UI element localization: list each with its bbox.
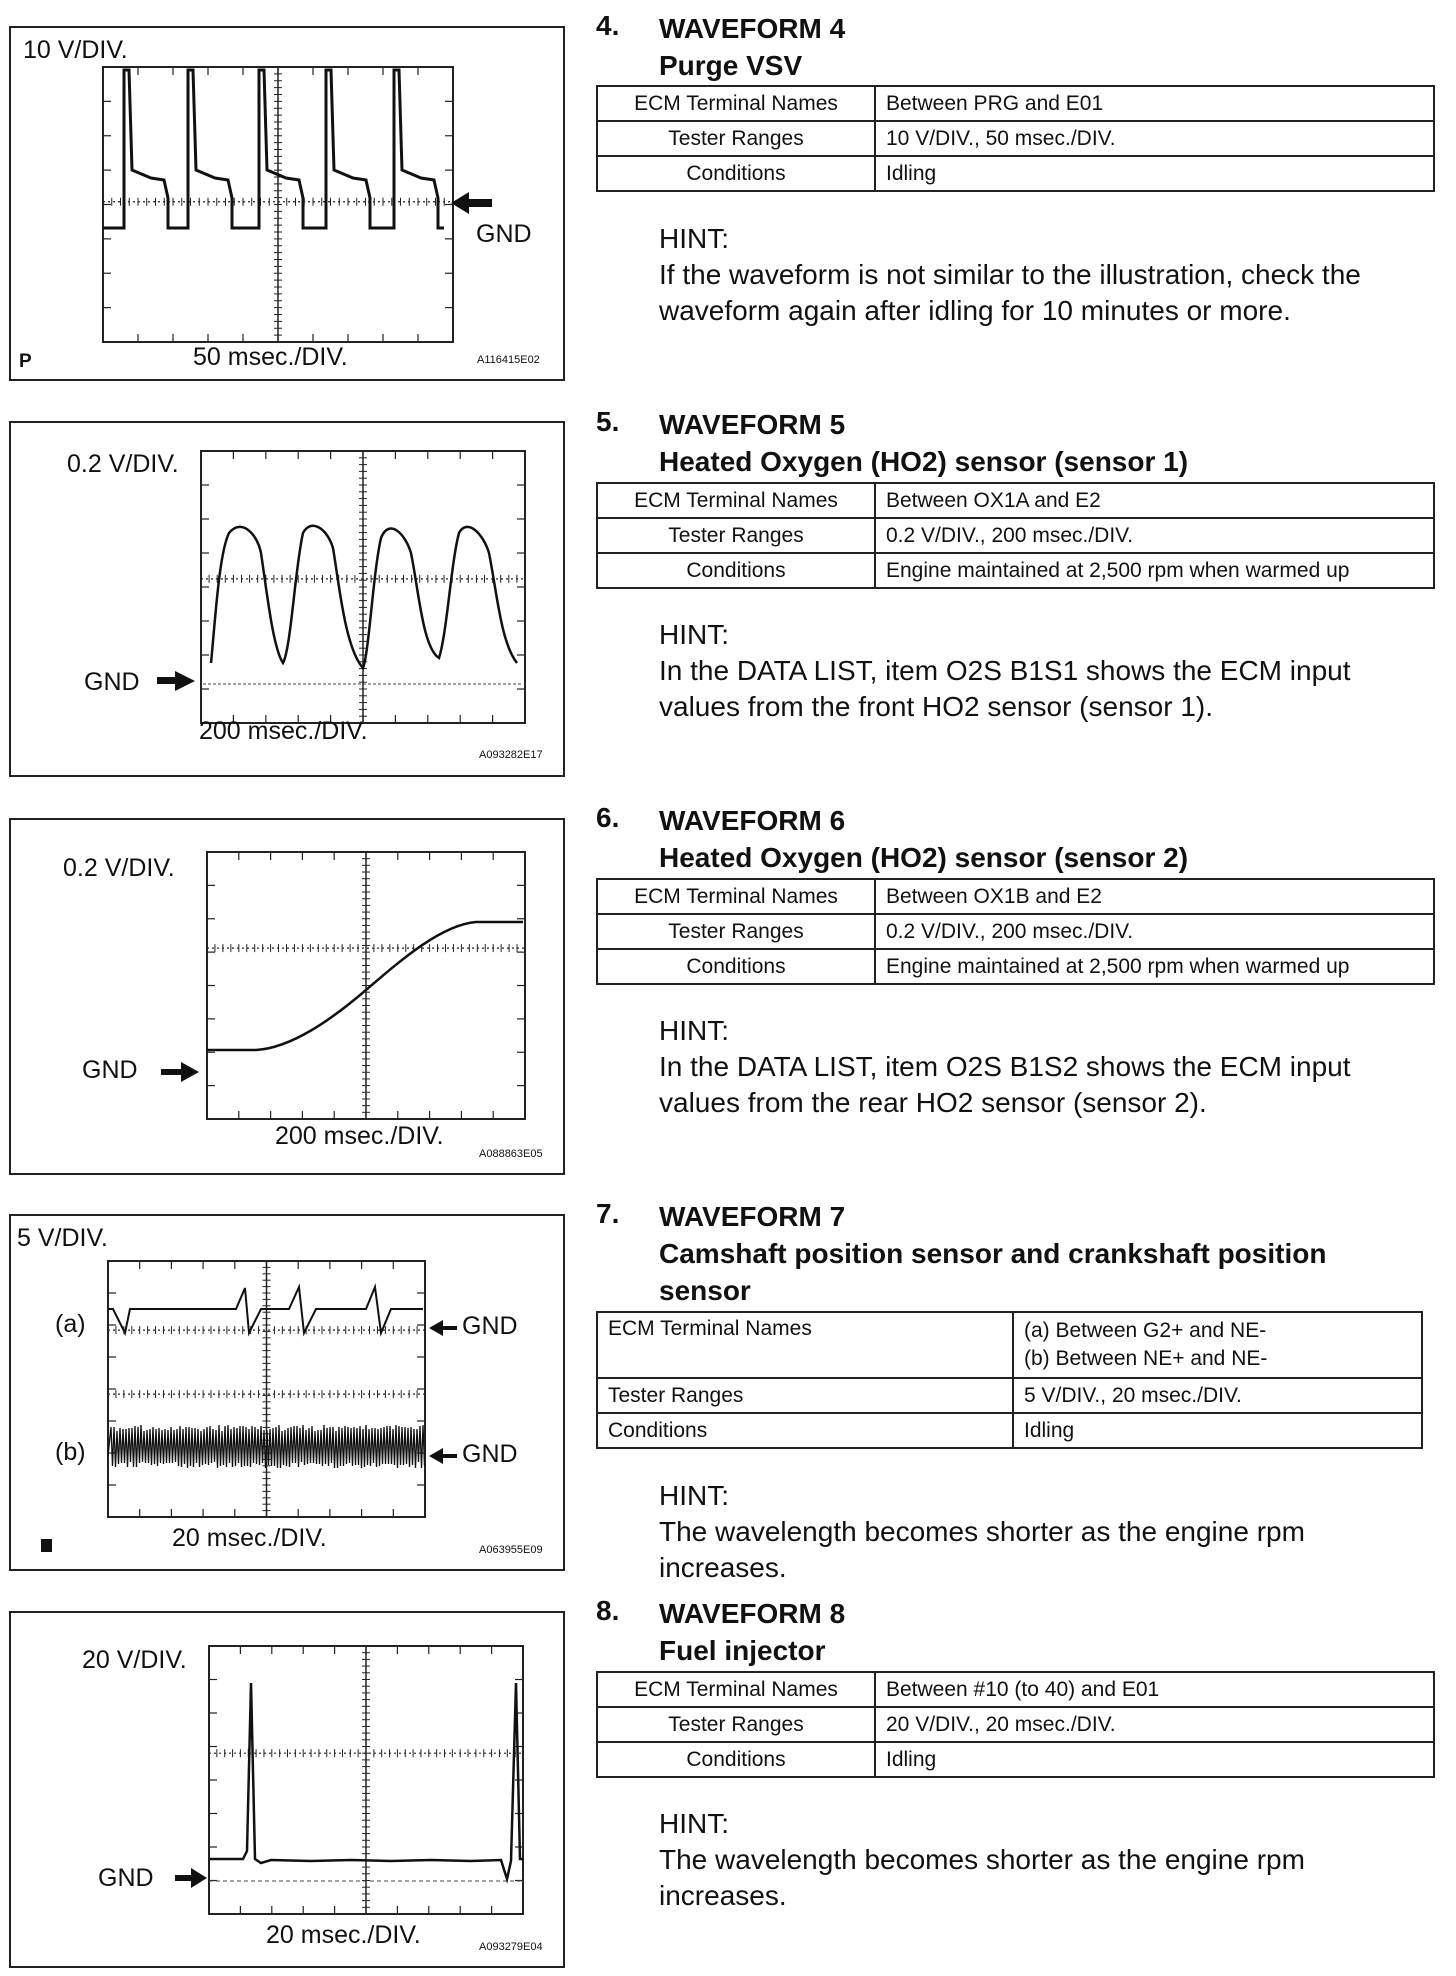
table-cell: Idling [875,156,1434,191]
hint-text: In the DATA LIST, item O2S B1S1 shows the ECM input values from the front HO2 sensor (sensor 1). [659,655,1351,722]
table-cell: 0.2 V/DIV., 200 msec./DIV. [875,518,1434,553]
table-row [597,1742,1434,1777]
waveform-5-trace [211,526,517,668]
table-cell: Tester Ranges [597,518,875,553]
section-title [659,802,1419,876]
gnd-label: GND [462,1312,518,1340]
scale-label: 0.2 V/DIV. [67,450,179,478]
scale-label: 10 V/DIV. [23,36,128,64]
table-cell: ECM Terminal Names [597,86,875,121]
section-waveform-5 [596,406,1436,736]
gnd-label: GND [82,1056,138,1084]
table-cell: Between OX1B and E2 [875,879,1434,914]
scale-label: 5 V/DIV. [17,1224,108,1252]
figure-code: A088863E05 [479,1148,543,1160]
section-waveform-6 [596,802,1436,1132]
table-row [597,483,1434,518]
section-number: 5. [596,406,620,437]
table-row [597,156,1434,191]
waveform-4-trace [103,70,444,228]
gnd-arrow-icon [429,1320,457,1336]
table-cell: Between #10 (to 40) and E01 [875,1672,1434,1707]
section-number: 7. [596,1198,620,1229]
table-cell: Conditions [597,1413,1013,1448]
section-heading: WAVEFORM 6 [659,805,846,836]
table-cell: Engine maintained at 2,500 rpm when warmed up [875,553,1434,588]
cell-line: (b) Between NE+ and NE- [1024,1347,1268,1370]
figure-code: A093282E17 [479,749,543,761]
section-number: 8. [596,1595,620,1626]
table-cell: Between OX1A and E2 [875,483,1434,518]
section-heading: WAVEFORM 7 [659,1201,846,1232]
section-heading: WAVEFORM 5 [659,409,846,440]
hint-block [659,1013,1429,1121]
table-row [597,1707,1434,1742]
table-cell: Tester Ranges [597,914,875,949]
section-title [659,1198,1419,1309]
time-label: 200 msec./DIV. [275,1122,444,1150]
waveform-7-scope [11,1216,567,1573]
hint-block [659,221,1429,329]
table-cell: Tester Ranges [597,121,875,156]
gnd-arrow-icon [157,671,195,691]
hint-block [659,617,1429,725]
waveform-6-figure [9,818,565,1175]
gnd-arrow-icon [451,192,492,214]
channel-a-label: (a) [55,1310,86,1338]
gnd-label: GND [462,1440,518,1468]
gnd-label: GND [476,220,532,248]
table-cell: Conditions [597,1742,875,1777]
section-number: 4. [596,10,620,41]
hint-label: HINT: [659,223,729,254]
cell-line: (a) Between G2+ and NE- [1024,1319,1267,1342]
waveform-8-figure [9,1611,565,1968]
table-cell: 20 V/DIV., 20 msec./DIV. [875,1707,1434,1742]
figure-code: A093279E04 [479,1941,543,1953]
figure-code: A116415E02 [477,354,540,366]
hint-text: The wavelength becomes shorter as the engine rpm increases. [659,1844,1305,1911]
waveform-7-table [596,1311,1423,1449]
table-cell: Idling [1013,1413,1422,1448]
section-title [659,10,1419,84]
scope-grid [207,852,525,1119]
table-cell: ECM Terminal Names [597,879,875,914]
table-row [597,86,1434,121]
hint-label: HINT: [659,1015,729,1046]
scope-grid [201,451,525,723]
section-waveform-8 [596,1595,1436,1925]
section-subtitle: Purge VSV [659,50,803,81]
hint-label: HINT: [659,619,729,650]
table-cell: Idling [875,1742,1434,1777]
waveform-6-table [596,878,1435,985]
table-row [597,553,1434,588]
hint-label: HINT: [659,1480,729,1511]
hint-block [659,1478,1429,1586]
waveform-7a-trace [108,1287,423,1333]
waveform-8-table [596,1671,1435,1778]
waveform-5-table [596,482,1435,589]
section-subtitle: Fuel injector [659,1635,826,1666]
waveform-4-figure [9,26,565,381]
table-cell: 10 V/DIV., 50 msec./DIV. [875,121,1434,156]
table-cell: ECM Terminal Names [597,1312,1013,1378]
table-cell: Conditions [597,156,875,191]
table-row [597,518,1434,553]
table-cell [1013,1312,1422,1378]
corner-mark: P [19,351,32,372]
section-title [659,406,1419,480]
table-row [597,1378,1422,1413]
table-cell: 5 V/DIV., 20 msec./DIV. [1013,1378,1422,1413]
gnd-label: GND [98,1864,154,1892]
table-row [597,1672,1434,1707]
table-row [597,121,1434,156]
gnd-arrow-icon [175,1868,207,1888]
hint-block [659,1806,1429,1914]
channel-b-label: (b) [55,1438,86,1466]
table-row [597,914,1434,949]
section-subtitle: Heated Oxygen (HO2) sensor (sensor 1) [659,446,1189,477]
section-heading: WAVEFORM 4 [659,13,846,44]
table-cell: 0.2 V/DIV., 200 msec./DIV. [875,914,1434,949]
section-heading: WAVEFORM 8 [659,1598,846,1629]
table-row [597,1413,1422,1448]
section-subtitle: Heated Oxygen (HO2) sensor (sensor 2) [659,842,1189,873]
table-row [597,949,1434,984]
hint-text: The wavelength becomes shorter as the engine rpm increases. [659,1516,1305,1583]
table-cell: Engine maintained at 2,500 rpm when warmed up [875,949,1434,984]
time-label: 20 msec./DIV. [266,1921,421,1949]
scope-grid [209,1646,523,1914]
hint-label: HINT: [659,1808,729,1839]
hint-text: In the DATA LIST, item O2S B1S2 shows the ECM input values from the rear HO2 sensor (sensor 2). [659,1051,1351,1118]
section-waveform-7 [596,1198,1436,1588]
section-waveform-4 [596,10,1436,340]
figure-code: A063955E09 [479,1544,543,1556]
time-label: 20 msec./DIV. [172,1524,327,1552]
gnd-arrow-icon [161,1062,199,1082]
table-cell: Conditions [597,553,875,588]
time-label: 200 msec./DIV. [199,717,368,745]
table-cell: Tester Ranges [597,1378,1013,1413]
gnd-label: GND [84,668,140,696]
table-cell: Between PRG and E01 [875,86,1434,121]
table-cell: Tester Ranges [597,1707,875,1742]
waveform-4-table [596,85,1435,192]
table-cell: ECM Terminal Names [597,483,875,518]
scale-label: 0.2 V/DIV. [63,854,175,882]
waveform-4-scope [11,28,567,383]
waveform-7-figure [9,1214,565,1571]
table-cell: ECM Terminal Names [597,1672,875,1707]
table-row [597,1312,1422,1378]
section-subtitle: Camshaft position sensor and crankshaft position sensor [659,1238,1327,1306]
scale-label: 20 V/DIV. [82,1646,187,1674]
section-number: 6. [596,802,620,833]
table-cell: Conditions [597,949,875,984]
time-label: 50 msec./DIV. [193,343,348,371]
gnd-arrow-icon [429,1448,457,1464]
hint-text: If the waveform is not similar to the illustration, check the waveform again after idling for 10 minutes or more. [659,259,1361,326]
waveform-5-figure [9,421,565,777]
table-row [597,879,1434,914]
section-title [659,1595,1419,1669]
